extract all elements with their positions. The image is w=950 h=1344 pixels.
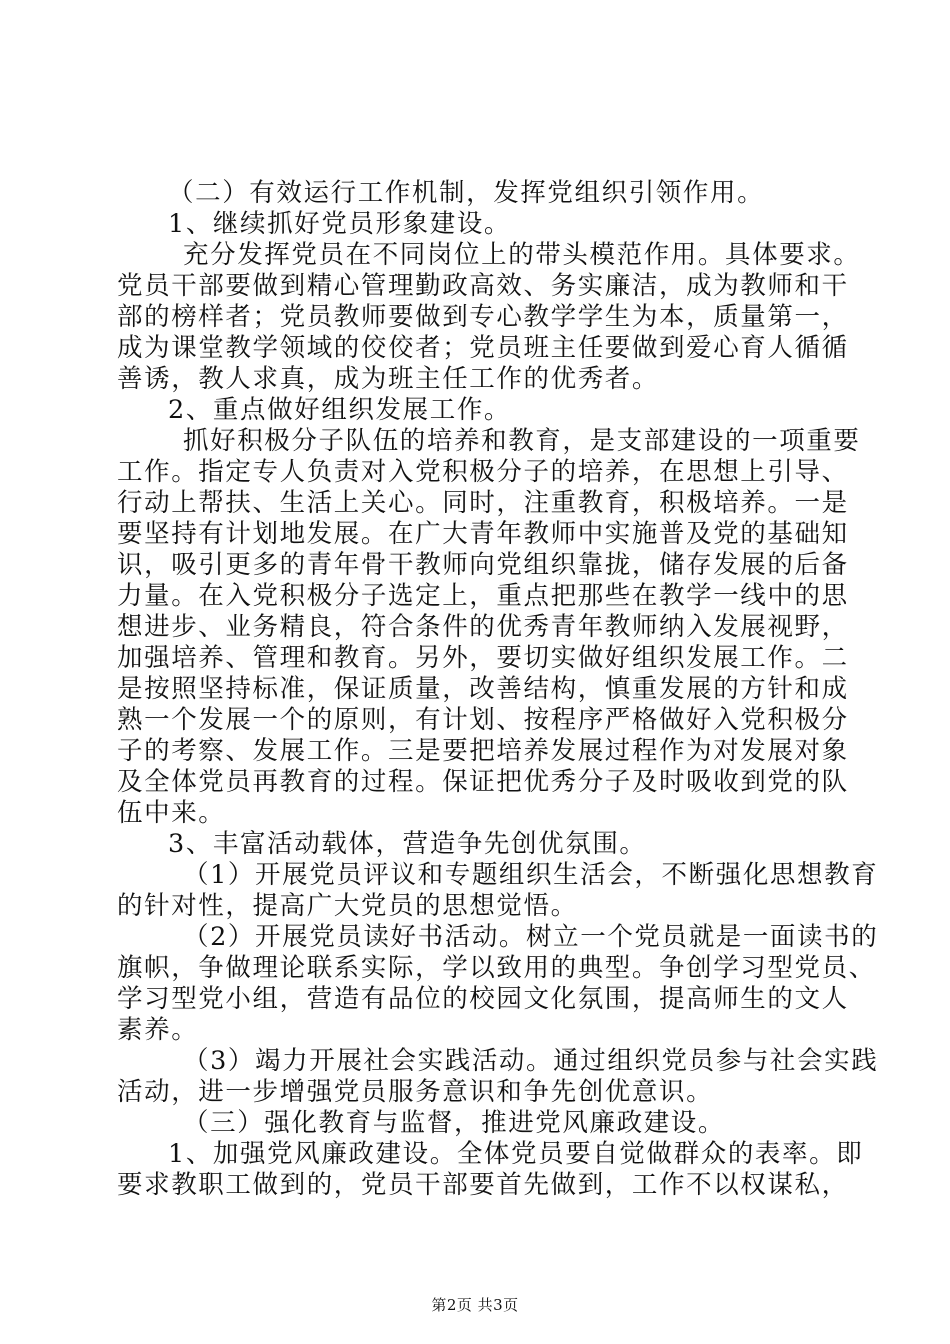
paragraph-line: 力量。在入党积极分子选定上，重点把那些在教学一线中的思	[117, 581, 849, 611]
paragraph-line: 的针对性，提高广大党员的思想觉悟。	[117, 891, 578, 921]
subsection-heading: 2、重点做好组织发展工作。	[168, 395, 512, 425]
paragraph-line: 党员干部要做到精心管理勤政高效、务实廉洁，成为教师和干	[117, 271, 849, 301]
paragraph-line: 部的榜样者；党员教师要做到专心教学学生为本，质量第一，	[117, 302, 849, 332]
subsection-heading: 1、继续抓好党员形象建设。	[168, 209, 512, 239]
paragraph-line: 想进步、业务精良，符合条件的优秀青年教师纳入发展视野，	[117, 612, 849, 642]
paragraph-line: 抓好积极分子队伍的培养和教育，是支部建设的一项重要	[183, 426, 861, 456]
paragraph-line: 素养。	[117, 1015, 199, 1045]
section-heading: （二）有效运行工作机制，发挥党组织引领作用。	[168, 178, 765, 208]
paragraph-line: 善诱，教人求真，成为班主任工作的优秀者。	[117, 364, 660, 394]
paragraph-line: 是按照坚持标准，保证质量，改善结构，慎重发展的方针和成	[117, 674, 849, 704]
paragraph-line: 要坚持有计划地发展。在广大青年教师中实施普及党的基础知	[117, 519, 849, 549]
paragraph-line: 及全体党员再教育的过程。保证把优秀分子及时吸收到党的队	[117, 767, 849, 797]
paragraph-line: 充分发挥党员在不同岗位上的带头模范作用。具体要求。	[183, 240, 861, 270]
paragraph-line: （3）竭力开展社会实践活动。通过组织党员参与社会实践	[183, 1046, 879, 1076]
paragraph-line: 行动上帮扶、生活上关心。同时，注重教育，积极培养。一是	[117, 488, 849, 518]
paragraph-line: 要求教职工做到的，党员干部要首先做到，工作不以权谋私，	[117, 1170, 849, 1200]
paragraph-line: 伍中来。	[117, 798, 226, 828]
page-number-footer: 第2页 共3页	[431, 1296, 519, 1314]
paragraph-line: （2）开展党员读好书活动。树立一个党员就是一面读书的	[183, 922, 879, 952]
paragraph-line: 活动，进一步增强党员服务意识和争先创优意识。	[117, 1077, 714, 1107]
paragraph-line: 旗帜，争做理论联系实际，学以致用的典型。争创学习型党员、	[117, 953, 876, 983]
paragraph-line: 子的考察、发展工作。三是要把培养发展过程作为对发展对象	[117, 736, 849, 766]
paragraph-line: 成为课堂教学领域的佼佼者；党员班主任要做到爱心育人循循	[117, 333, 849, 363]
paragraph-line: 识，吸引更多的青年骨干教师向党组织靠拢，储存发展的后备	[117, 550, 849, 580]
paragraph-line: 熟一个发展一个的原则，有计划、按程序严格做好入党积极分	[117, 705, 849, 735]
section-heading: （三）强化教育与监督，推进党风廉政建设。	[183, 1108, 726, 1138]
paragraph-line: 加强培养、管理和教育。另外，要切实做好组织发展工作。二	[117, 643, 849, 673]
paragraph-line: 1、加强党风廉政建设。全体党员要自觉做群众的表率。即	[168, 1139, 864, 1169]
paragraph-line: （1）开展党员评议和专题组织生活会，不断强化思想教育	[183, 860, 879, 890]
paragraph-line: 学习型党小组，营造有品位的校园文化氛围，提高师生的文人	[117, 984, 849, 1014]
subsection-heading: 3、丰富活动载体，营造争先创优氛围。	[168, 829, 647, 859]
paragraph-line: 工作。指定专人负责对入党积极分子的培养，在思想上引导、	[117, 457, 849, 487]
